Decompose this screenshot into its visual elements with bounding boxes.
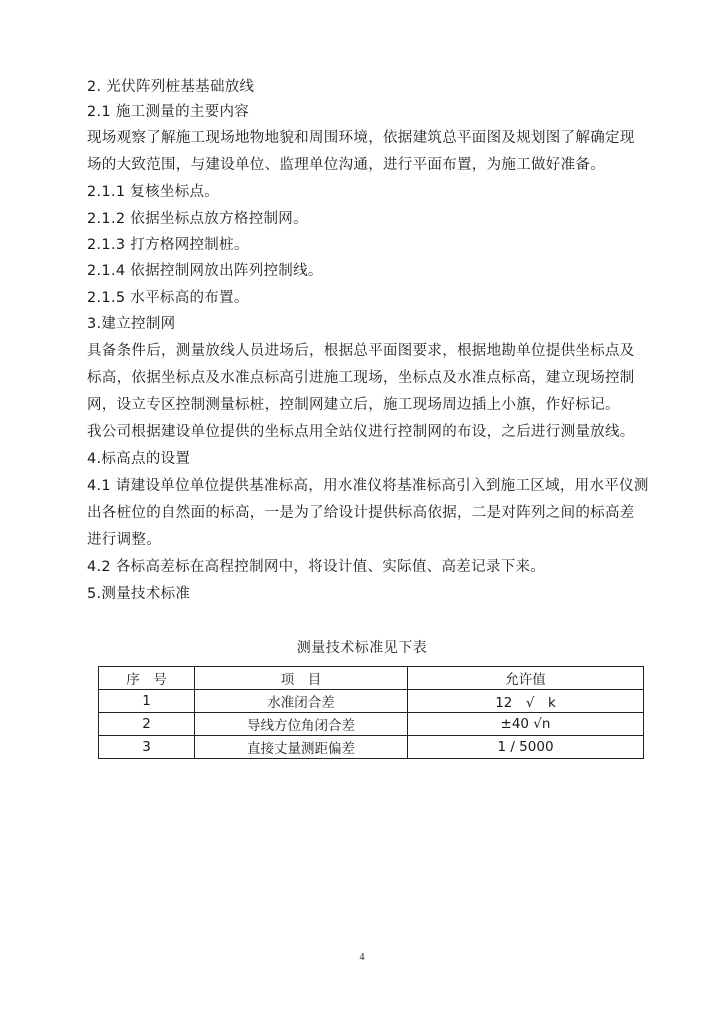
cell-index: 3 — [99, 736, 195, 759]
paragraph-line: 出各桩位的自然面的标高，一是为了给设计提供标高依据，二是对阵列之间的标高差 — [87, 505, 635, 521]
subsection-heading: 2.1 施工测量的主要内容 — [87, 104, 250, 120]
paragraph-line: 具备条件后，测量放线人员进场后，根据总平面图要求，根据地勘单位提供坐标点及 — [87, 343, 635, 359]
paragraph-line: 4.1 请建设单位单位提供基准标高，用水准仪将基准标高引入到施工区域，用水平仪测 — [87, 478, 649, 494]
section-heading: 4.标高点的设置 — [87, 451, 191, 467]
paragraph-line: 网，设立专区控制测量标桩，控制网建立后，施工现场周边插上小旗，作好标记。 — [87, 397, 620, 413]
page-number: 4 — [359, 952, 365, 963]
cell-item: 水准闭合差 — [195, 690, 408, 713]
list-item: 2.1.3 打方格网控制桩。 — [87, 237, 249, 253]
table-header-row — [99, 667, 644, 690]
section-heading: 2. 光伏阵列桩基基础放线 — [87, 79, 255, 95]
list-item: 2.1.5 水平标高的布置。 — [87, 290, 249, 306]
list-item: 2.1.2 依据坐标点放方格控制网。 — [87, 211, 308, 227]
cell-tolerance: 12 √ k — [408, 690, 644, 713]
table-caption: 测量技术标准见下表 — [296, 640, 428, 656]
cell-item: 直接丈量测距偏差 — [195, 736, 408, 759]
section-heading: 3.建立控制网 — [87, 316, 176, 332]
cell-tolerance: ±40 √n — [408, 713, 644, 736]
list-item: 2.1.4 依据控制网放出阵列控制线。 — [87, 263, 323, 279]
paragraph-line: 现场观察了解施工现场地物地貌和周围环境，依据建筑总平面图及规划图了解确定现 — [87, 130, 635, 146]
measurement-standards-table — [98, 666, 644, 759]
section-heading: 5.测量技术标准 — [87, 586, 191, 602]
paragraph-line: 标高，依据坐标点及水准点标高引进施工现场，坐标点及水准点标高，建立现场控制 — [87, 370, 635, 386]
cell-tolerance: 1 / 5000 — [408, 736, 644, 759]
cell-index: 1 — [99, 690, 195, 713]
paragraph-line: 4.2 各标高差标在高程控制网中，将设计值、实际值、高差记录下来。 — [87, 559, 546, 575]
table-row — [99, 713, 644, 736]
paragraph-line: 场的大致范围，与建设单位、监理单位沟通，进行平面布置，为施工做好准备。 — [87, 157, 605, 173]
cell-index: 2 — [99, 713, 195, 736]
cell-item: 导线方位角闭合差 — [195, 713, 408, 736]
header-tolerance: 允许值 — [408, 667, 644, 690]
paragraph-line: 进行调整。 — [87, 532, 161, 548]
paragraph-line: 我公司根据建设单位提供的坐标点用全站仪进行控制网的布设，之后进行测量放线。 — [87, 424, 635, 440]
header-index: 序 号 — [99, 667, 195, 690]
header-item: 项 目 — [195, 667, 408, 690]
list-item: 2.1.1 复核坐标点。 — [87, 184, 220, 200]
table-row — [99, 690, 644, 713]
table-row — [99, 736, 644, 759]
